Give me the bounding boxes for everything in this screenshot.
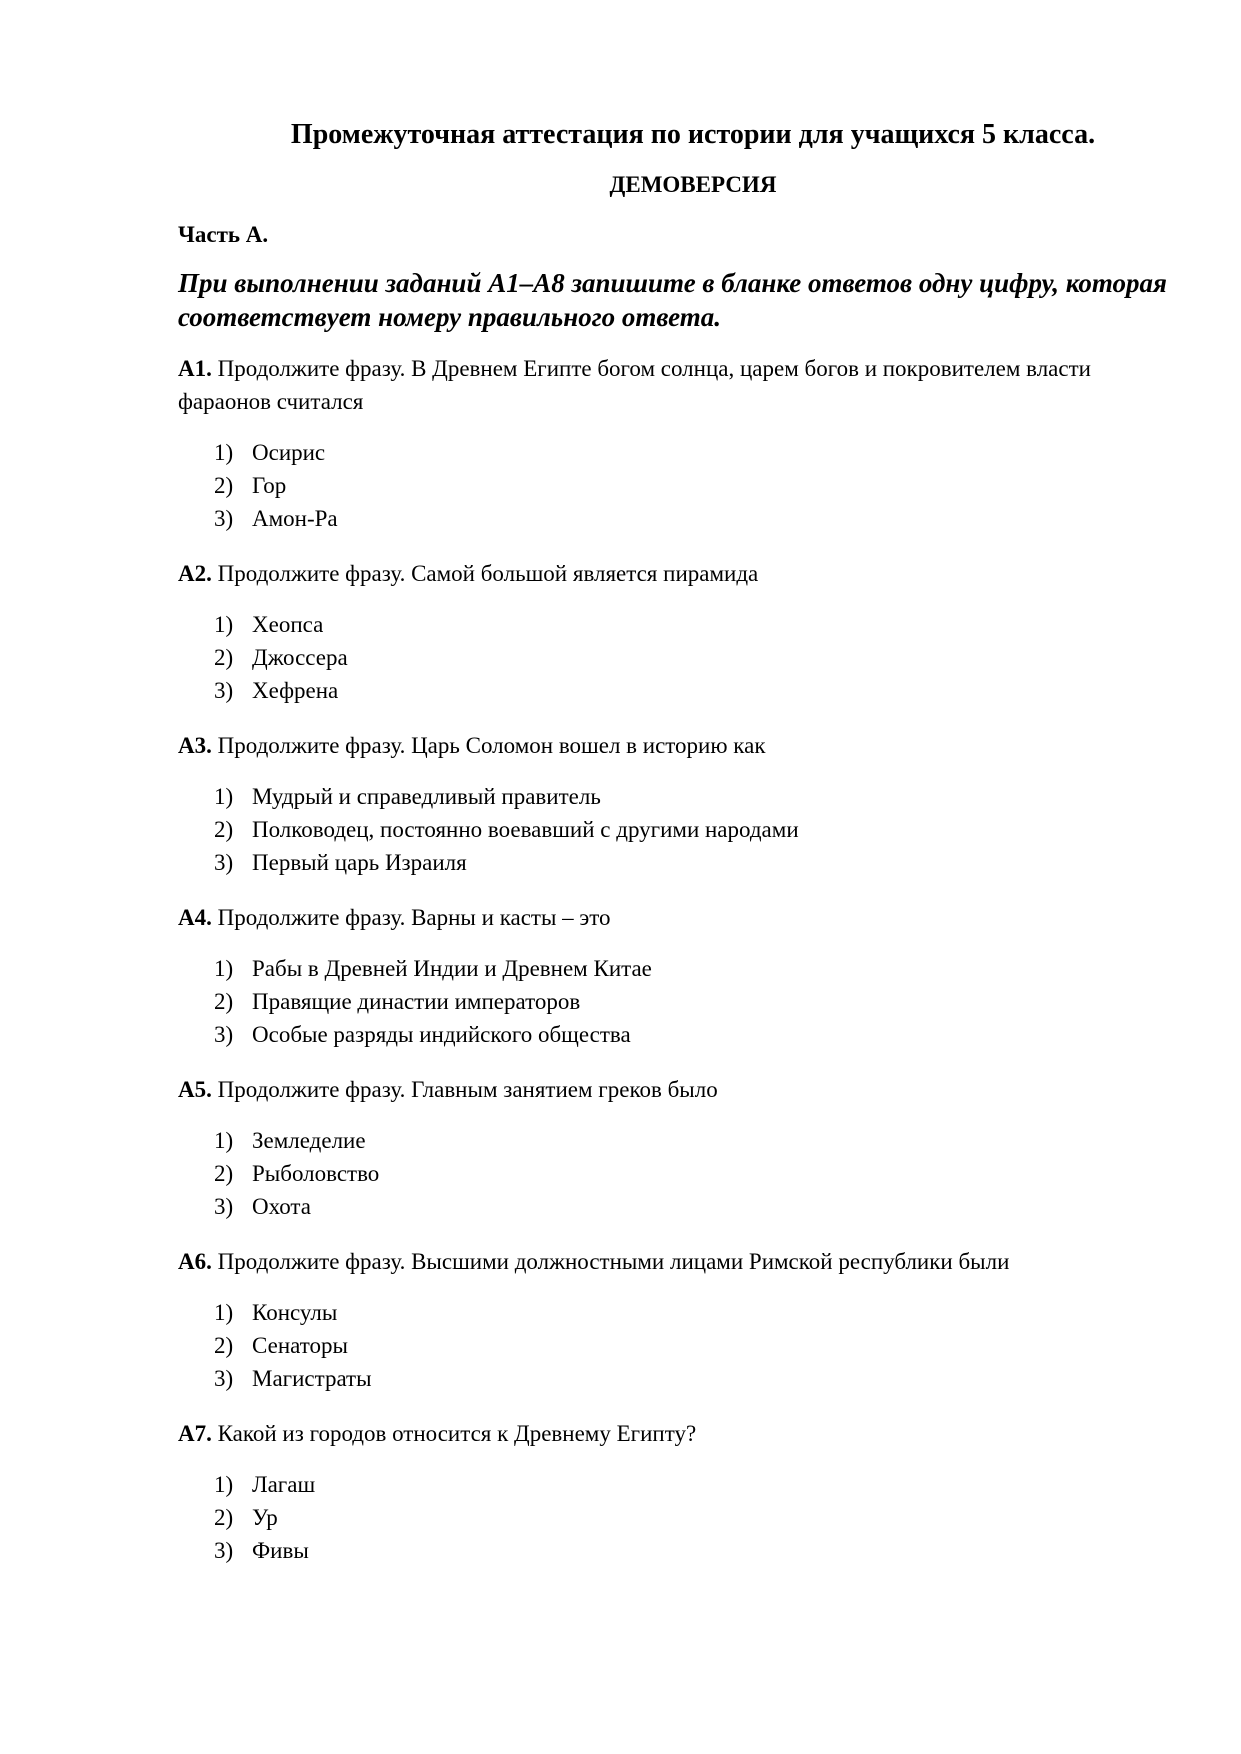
question-number: А5.	[178, 1077, 212, 1102]
option-text: Амон-Ра	[252, 506, 338, 531]
answer-option-1	[214, 1296, 1168, 1329]
option-number: 2)	[214, 1161, 234, 1186]
instruction-text: При выполнении заданий А1–А8 запишите в бланке ответов одну цифру, которая соответствует номеру правильного ответа.	[178, 268, 1167, 332]
document-subtitle: ДЕМОВЕРСИЯ	[609, 172, 777, 197]
option-number: 3)	[214, 1022, 234, 1047]
option-number: 2)	[214, 817, 234, 842]
answer-option-3	[214, 1190, 1168, 1223]
option-number: 1)	[214, 1128, 234, 1153]
option-number: 3)	[214, 1194, 234, 1219]
answer-option-3	[214, 502, 1168, 535]
answer-option-3	[214, 1018, 1168, 1051]
option-number: 1)	[214, 784, 234, 809]
question-body: Продолжите фразу. Высшими должностными лицами Римской республики были	[211, 1249, 1010, 1274]
document-page	[178, 118, 1168, 1567]
answer-option-3	[214, 846, 1168, 879]
answer-option-2	[214, 813, 1168, 846]
answer-option-3	[214, 1362, 1168, 1395]
question-text	[178, 352, 1168, 418]
question-1	[178, 352, 1168, 535]
question-body: Продолжите фразу. Варны и касты – это	[211, 905, 611, 930]
answer-options	[178, 436, 1168, 535]
question-text	[178, 1245, 1168, 1278]
answer-option-1	[214, 952, 1168, 985]
answer-option-2	[214, 1501, 1168, 1534]
question-body: Продолжите фразу. В Древнем Египте богом солнца, царем богов и покровителем власти фараонов считался	[178, 356, 1091, 414]
question-body: Продолжите фразу. Царь Соломон вошел в историю как	[211, 733, 766, 758]
option-text: Ур	[252, 1505, 278, 1530]
option-text: Хеопса	[252, 612, 324, 637]
answer-option-1	[214, 1124, 1168, 1157]
answer-options	[178, 608, 1168, 707]
option-number: 1)	[214, 1300, 234, 1325]
option-text: Джоссера	[252, 645, 348, 670]
answer-option-2	[214, 1329, 1168, 1362]
question-3	[178, 729, 1168, 879]
answer-option-1	[214, 1468, 1168, 1501]
option-text: Лагаш	[252, 1472, 316, 1497]
question-2	[178, 557, 1168, 707]
option-text: Фивы	[252, 1538, 309, 1563]
option-text: Первый царь Израиля	[252, 850, 467, 875]
question-number: А4.	[178, 905, 212, 930]
answer-option-2	[214, 1157, 1168, 1190]
question-body: Какой из городов относится к Древнему Египту?	[211, 1421, 697, 1446]
option-number: 2)	[214, 1505, 234, 1530]
question-4	[178, 901, 1168, 1051]
question-number: А6.	[178, 1249, 212, 1274]
question-text	[178, 729, 1168, 762]
option-text: Консулы	[252, 1300, 338, 1325]
option-number: 1)	[214, 956, 234, 981]
option-text: Рыболовство	[252, 1161, 380, 1186]
answer-option-3	[214, 674, 1168, 707]
answer-option-1	[214, 780, 1168, 813]
option-text: Рабы в Древней Индии и Древнем Китае	[252, 956, 652, 981]
answer-options	[178, 780, 1168, 879]
question-7	[178, 1417, 1168, 1567]
option-text: Гор	[252, 473, 287, 498]
answer-option-2	[214, 641, 1168, 674]
question-5	[178, 1073, 1168, 1223]
option-number: 1)	[214, 440, 234, 465]
option-text: Полководец, постоянно воевавший с другими народами	[252, 817, 799, 842]
option-number: 3)	[214, 678, 234, 703]
question-number: А2.	[178, 561, 212, 586]
option-text: Правящие династии императоров	[252, 989, 581, 1014]
option-number: 1)	[214, 612, 234, 637]
answer-option-2	[214, 469, 1168, 502]
option-text: Осирис	[252, 440, 326, 465]
question-text	[178, 557, 1168, 590]
question-number: А1.	[178, 356, 212, 381]
answer-option-3	[214, 1534, 1168, 1567]
option-text: Хефрена	[252, 678, 339, 703]
answer-option-2	[214, 985, 1168, 1018]
question-number: А7.	[178, 1421, 212, 1446]
answer-options	[178, 1124, 1168, 1223]
answer-options	[178, 952, 1168, 1051]
question-body: Продолжите фразу. Главным занятием греков было	[211, 1077, 718, 1102]
question-6	[178, 1245, 1168, 1395]
answer-options	[178, 1296, 1168, 1395]
question-text	[178, 901, 1168, 934]
option-text: Мудрый и справедливый правитель	[252, 784, 601, 809]
answer-option-1	[214, 436, 1168, 469]
option-number: 1)	[214, 1472, 234, 1497]
option-number: 3)	[214, 1366, 234, 1391]
answer-option-1	[214, 608, 1168, 641]
option-number: 3)	[214, 506, 234, 531]
document-title: Промежуточная аттестация по истории для учащихся 5 класса.	[290, 119, 1096, 150]
question-body: Продолжите фразу. Самой большой является пирамида	[211, 561, 759, 586]
part-heading: Часть А.	[178, 222, 269, 247]
option-number: 3)	[214, 1538, 234, 1563]
option-text: Земледелие	[252, 1128, 366, 1153]
option-text: Сенаторы	[252, 1333, 348, 1358]
option-text: Магистраты	[252, 1366, 372, 1391]
option-number: 2)	[214, 1333, 234, 1358]
option-text: Охота	[252, 1194, 311, 1219]
option-number: 2)	[214, 989, 234, 1014]
question-number: А3.	[178, 733, 212, 758]
option-text: Особые разряды индийского общества	[252, 1022, 631, 1047]
option-number: 2)	[214, 473, 234, 498]
question-text	[178, 1417, 1168, 1450]
answer-options	[178, 1468, 1168, 1567]
question-list	[178, 352, 1168, 1567]
option-number: 3)	[214, 850, 234, 875]
option-number: 2)	[214, 645, 234, 670]
question-text	[178, 1073, 1168, 1106]
